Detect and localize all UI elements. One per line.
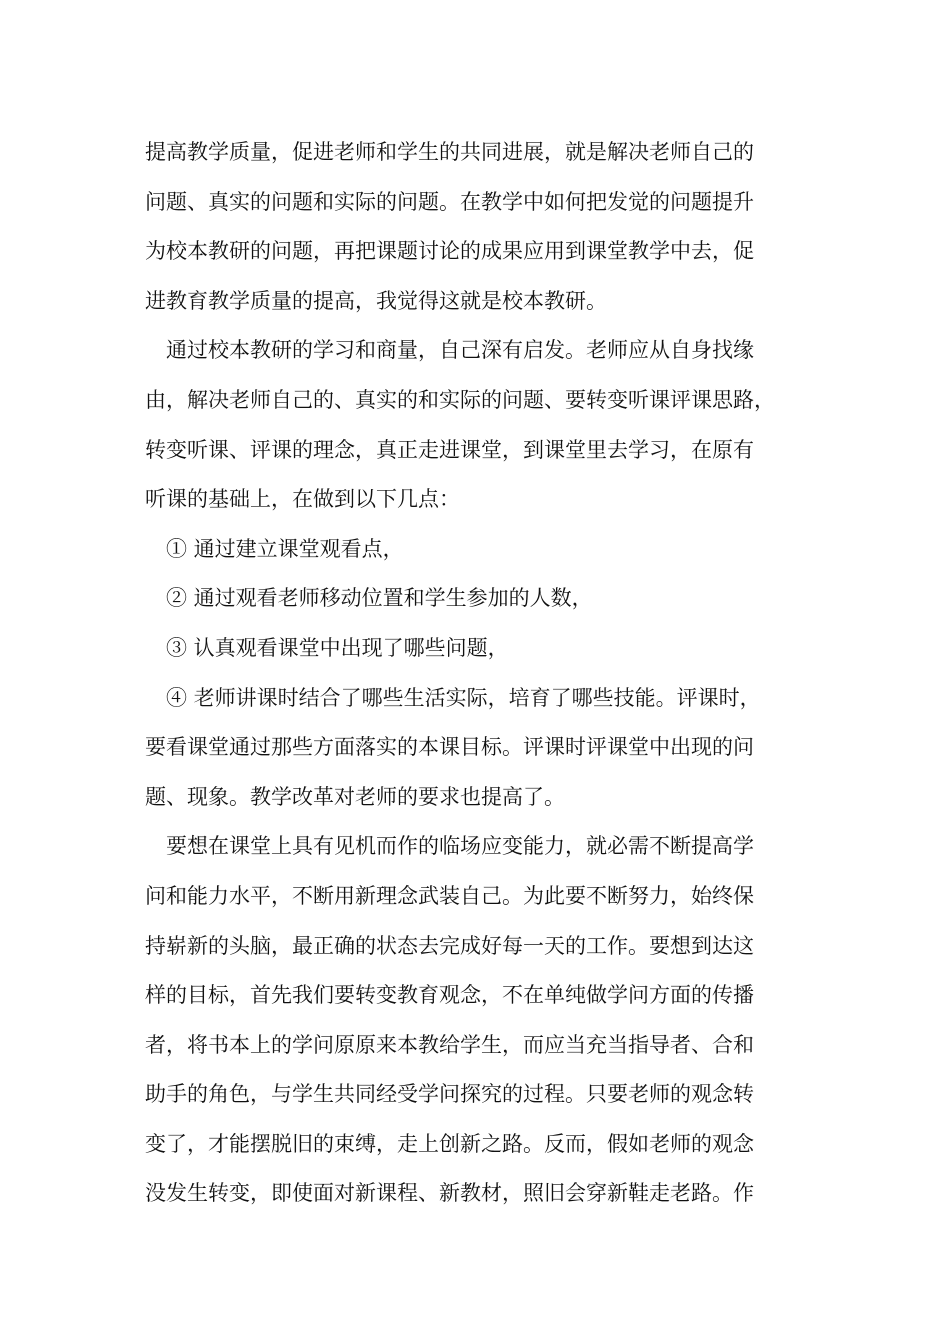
text-line: 听课的基础上，在做到以下几点： [145,487,460,512]
list-item: ② 通过观看老师移动位置和学生参加的人数， [166,586,593,611]
text-line: 通过校本教研的学习和商量，自己深有启发。老师应从自身找缘 [166,338,754,363]
text-line: 转变听课、评课的理念，真正走进课堂，到课堂里去学习，在原有 [145,437,754,462]
text-line: 没发生转变，即使面对新课程、新教材，照旧会穿新鞋走老路。作 [145,1181,754,1206]
text-line: 样的目标，首先我们要转变教育观念，不在单纯做学问方面的传播 [145,983,754,1008]
list-item: ③ 认真观看课堂中出现了哪些问题， [166,635,509,660]
text-line: 为校本教研的问题，再把课题讨论的成果应用到课堂教学中去，促 [145,239,754,264]
text-line: 持崭新的头脑，最正确的状态去完成好每一天的工作。要想到达这 [145,933,754,958]
list-item: ① 通过建立课堂观看点， [166,536,404,561]
list-item: ④ 老师讲课时结合了哪些生活实际，培育了哪些技能。评课时， [166,685,761,710]
text-line: 问题、真实的问题和实际的问题。在教学中如何把发觉的问题提升 [145,189,754,214]
text-line: 提高教学质量，促进老师和学生的共同进展，就是解决老师自己的 [145,140,754,164]
text-line: 题、现象。教学改革对老师的要求也提高了。 [145,784,565,809]
text-line: 进教育教学质量的提高，我觉得这就是校本教研。 [145,288,607,313]
text-line: 要想在课堂上具有见机而作的临场应变能力，就必需不断提高学 [166,834,754,859]
body-text [145,128,815,1219]
text-line: 变了，才能摆脱旧的束缚，走上创新之路。反而，假如老师的观念 [145,1131,754,1156]
text-line: 问和能力水平，不断用新理念武装自己。为此要不断努力，始终保 [145,883,754,908]
text-line: 者，将书本上的学问原原来本教给学生，而应当充当指导者、合和 [145,1032,754,1057]
text-line: 要看课堂通过那些方面落实的本课目标。评课时评课堂中出现的问 [145,735,754,760]
text-line: 由，解决老师自己的、真实的和实际的问题、要转变听课评课思路， [145,387,775,412]
text-line: 助手的角色，与学生共同经受学问探究的过程。只要老师的观念转 [145,1082,754,1107]
